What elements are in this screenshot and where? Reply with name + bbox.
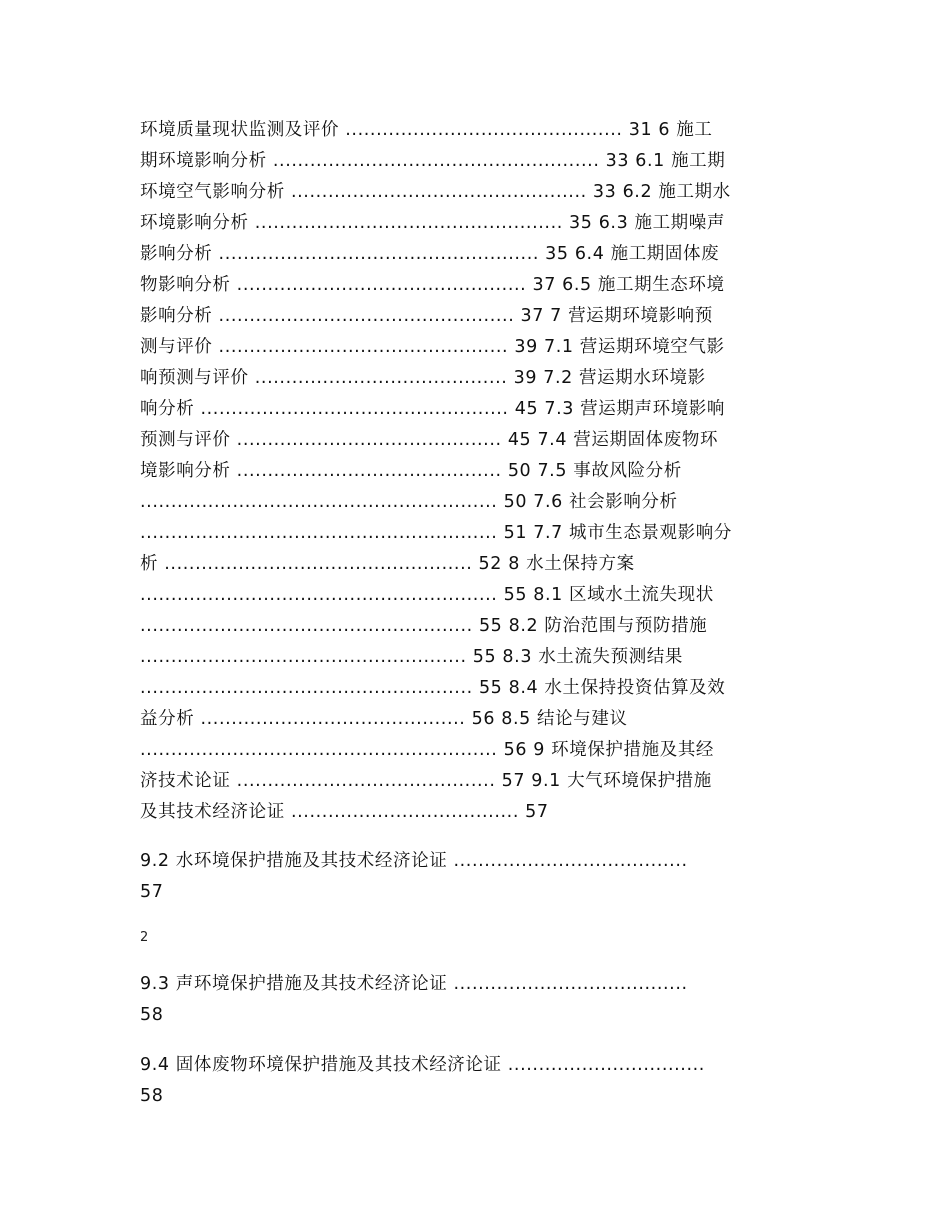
toc-line: 环境质量现状监测及评价 ............................................. 31 6 施工 — [140, 120, 713, 140]
toc-entry-page: 57 — [140, 882, 164, 902]
toc-entry-9-3 — [140, 969, 820, 1031]
toc-line: 济技术论证 .......................................... 57 9.1 大气环境保护措施 — [140, 771, 712, 791]
toc-line: ...................................................... 55 8.2 防治范围与预防措施 — [140, 616, 708, 636]
toc-line: ...................................................... 55 8.4 水土保持投资估算及效 — [140, 678, 726, 698]
toc-line: 境影响分析 ........................................... 50 7.5 事故风险分析 — [140, 461, 682, 481]
toc-line: 析 .................................................. 52 8 水土保持方案 — [140, 554, 635, 574]
toc-line: 影响分析 .................................................... 35 6.4 施工期固体废 — [140, 244, 720, 264]
toc-line: .......................................................... 50 7.6 社会影响分析 — [140, 492, 678, 512]
toc-entry-title: 9.3 声环境保护措施及其技术经济论证 ...................................... — [140, 974, 688, 994]
toc-line: 测与评价 ............................................... 39 7.1 营运期环境空气影 — [140, 337, 725, 357]
toc-entry-title: 9.2 水环境保护措施及其技术经济论证 ...................................... — [140, 851, 688, 871]
toc-line: 影响分析 ................................................ 37 7 营运期环境影响预 — [140, 306, 713, 326]
toc-line: 预测与评价 ........................................... 45 7.4 营运期固体废物环 — [140, 430, 719, 450]
toc-line: .......................................................... 56 9 环境保护措施及其经 — [140, 740, 715, 760]
toc-entry-page: 58 — [140, 1086, 164, 1106]
page-number: 2 — [140, 930, 149, 945]
toc-entry-9-4 — [140, 1050, 820, 1112]
toc-line: 益分析 ........................................... 56 8.5 结论与建议 — [140, 709, 628, 729]
toc-line: 及其技术经济论证 ..................................... 57 — [140, 802, 549, 822]
toc-line: .......................................................... 55 8.1 区域水土流失现状 — [140, 585, 714, 605]
toc-line: 期环境影响分析 ..................................................... 33 6.1 施工期 — [140, 151, 726, 171]
toc-line: 响分析 .................................................. 45 7.3 营运期声环境影响 — [140, 399, 725, 419]
toc-line: 环境空气影响分析 ................................................ 33 6.2 施工期水 — [140, 182, 731, 202]
toc-entry-title: 9.4 固体废物环境保护措施及其技术经济论证 ................................ — [140, 1055, 705, 1075]
toc-line: 环境影响分析 .................................................. 35 6.3 施工期噪声 — [140, 213, 725, 233]
toc-line: 物影响分析 ............................................... 37 6.5 施工期生态环境 — [140, 275, 725, 295]
toc-paragraph — [140, 115, 820, 828]
toc-line: 响预测与评价 ......................................... 39 7.2 营运期水环境影 — [140, 368, 706, 388]
toc-line: .......................................................... 51 7.7 城市生态景观影响分 — [140, 523, 732, 543]
toc-entry-9-2 — [140, 846, 820, 908]
toc-line: ..................................................... 55 8.3 水土流失预测结果 — [140, 647, 684, 667]
toc-entry-page: 58 — [140, 1005, 164, 1025]
